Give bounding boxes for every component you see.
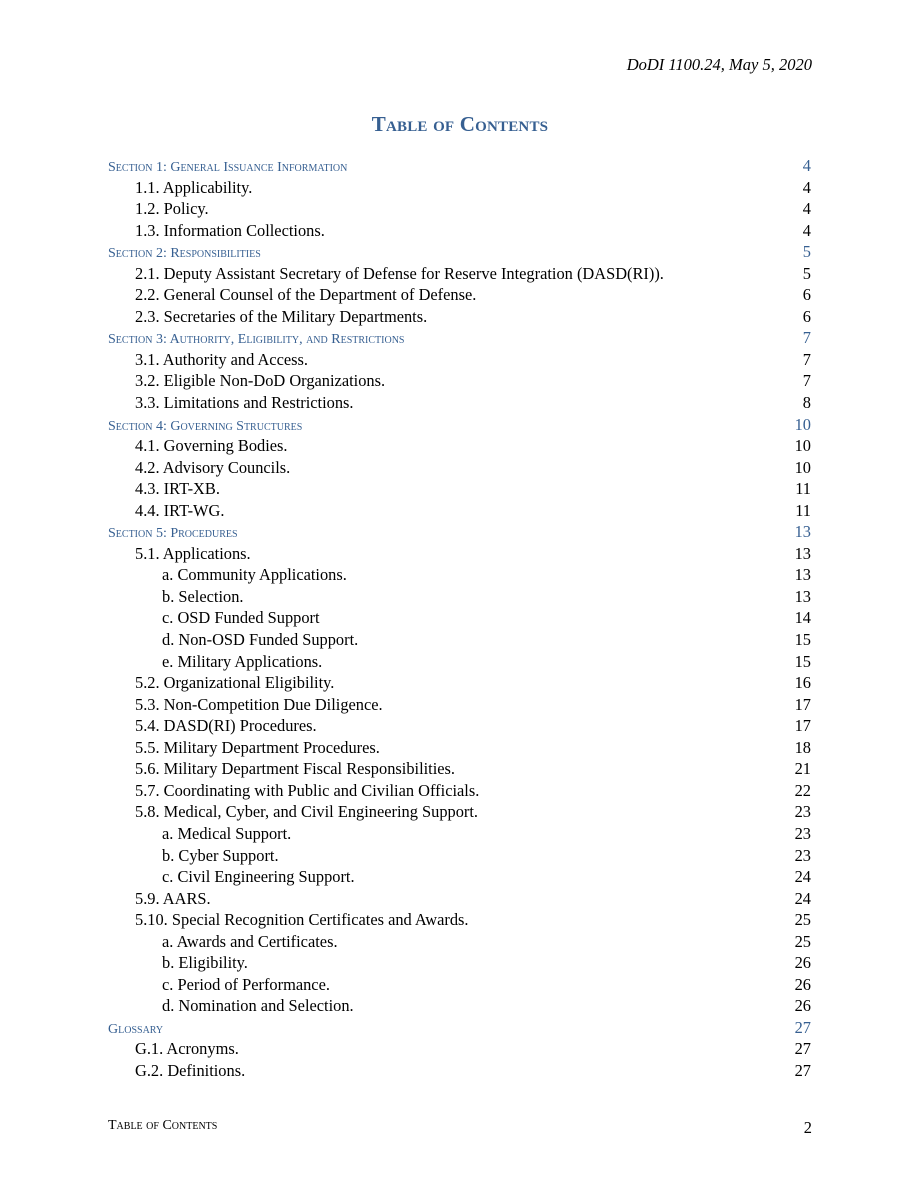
toc-entry[interactable]	[108, 263, 811, 285]
toc-entry[interactable]	[108, 758, 811, 780]
toc-entry-page-number: 11	[795, 500, 811, 520]
toc-entry[interactable]	[108, 866, 811, 888]
toc-entry[interactable]	[108, 974, 811, 996]
toc-entry-page-number: 23	[794, 802, 811, 822]
toc-entry[interactable]	[108, 888, 811, 910]
toc-entry-page-number: 6	[802, 285, 811, 305]
toc-entry-label: Section 3: Authority, Eligibility, and Restrictions	[108, 332, 405, 348]
toc-entry-label: 1.2. Policy.	[135, 199, 209, 219]
toc-entry[interactable]	[108, 457, 811, 479]
toc-entry[interactable]	[108, 370, 811, 392]
toc-entry[interactable]	[108, 780, 811, 802]
toc-entry-label: 5.1. Applications.	[135, 543, 251, 563]
toc-section-entry[interactable]	[108, 521, 811, 543]
toc-entry-page-number: 4	[802, 199, 811, 219]
toc-entry-page-number: 24	[794, 888, 811, 908]
toc-entry-label: c. Civil Engineering Support.	[162, 867, 355, 887]
table-of-contents	[108, 155, 811, 1082]
toc-entry-page-number: 27	[794, 1039, 811, 1059]
toc-entry[interactable]	[108, 543, 811, 565]
toc-entry-label: b. Selection.	[162, 586, 244, 606]
toc-entry[interactable]	[108, 177, 811, 199]
toc-entry[interactable]	[108, 349, 811, 371]
toc-entry-label: b. Eligibility.	[162, 953, 248, 973]
toc-entry-page-number: 13	[794, 543, 811, 563]
toc-entry-label: Glossary	[108, 1021, 164, 1037]
toc-entry-label: 5.6. Military Department Fiscal Responsibilities.	[135, 759, 456, 779]
toc-entry-page-number: 7	[802, 328, 811, 348]
toc-entry[interactable]	[108, 500, 811, 522]
toc-entry-label: 2.3. Secretaries of the Military Departments.	[135, 306, 428, 326]
toc-entry-page-number: 8	[802, 393, 811, 413]
toc-entry-label: 5.8. Medical, Cyber, and Civil Engineering Support.	[135, 802, 479, 822]
toc-entry-label: c. OSD Funded Support	[162, 608, 320, 628]
document-reference: DoDI 1100.24, May 5, 2020	[626, 55, 812, 74]
toc-entry-page-number: 5	[802, 242, 811, 262]
toc-entry-page-number: 18	[794, 737, 811, 757]
toc-entry-page-number: 21	[794, 759, 811, 779]
toc-entry-label: 5.10. Special Recognition Certificates and Awards.	[135, 910, 469, 930]
toc-entry-page-number: 15	[794, 630, 811, 650]
toc-entry-page-number: 26	[794, 974, 811, 994]
toc-entry-page-number: 26	[794, 953, 811, 973]
toc-section-entry[interactable]	[108, 327, 811, 349]
toc-entry-page-number: 16	[794, 673, 811, 693]
toc-entry-page-number: 4	[802, 156, 811, 175]
footer-page-number: 2	[803, 1118, 812, 1137]
footer-section-label: Table of Contents	[108, 1118, 218, 1133]
toc-entry[interactable]	[108, 995, 811, 1017]
toc-entry[interactable]	[108, 845, 811, 867]
toc-entry[interactable]	[108, 607, 811, 629]
toc-entry-label: 5.9. AARS.	[135, 888, 211, 908]
toc-entry-label: 5.3. Non-Competition Due Diligence.	[135, 694, 383, 714]
toc-entry-label: 5.4. DASD(RI) Procedures.	[135, 716, 317, 736]
toc-entry-page-number: 24	[794, 867, 811, 887]
toc-entry-page-number: 10	[794, 414, 811, 434]
toc-entry[interactable]	[108, 737, 811, 759]
toc-entry-page-number: 26	[794, 996, 811, 1016]
toc-entry[interactable]	[108, 931, 811, 953]
toc-entry-label: 1.1. Applicability.	[135, 177, 253, 197]
toc-entry-label: 2.1. Deputy Assistant Secretary of Defense for Reserve Integration (DASD(RI)).	[135, 263, 664, 283]
toc-entry-page-number: 17	[794, 716, 811, 736]
toc-entry-page-number: 27	[794, 1017, 811, 1037]
toc-entry-label: b. Cyber Support.	[162, 845, 279, 865]
toc-entry-label: 3.2. Eligible Non-DoD Organizations.	[135, 371, 386, 391]
toc-entry[interactable]	[108, 651, 811, 673]
toc-entry-label: 5.5. Military Department Procedures.	[135, 737, 380, 757]
toc-entry-page-number: 25	[794, 931, 811, 951]
toc-entry-page-number: 4	[802, 220, 811, 240]
toc-entry-label: G.1. Acronyms.	[135, 1039, 239, 1059]
toc-entry[interactable]	[108, 1060, 811, 1082]
toc-entry-label: c. Period of Performance.	[162, 974, 330, 994]
toc-entry-page-number: 10	[794, 436, 811, 456]
toc-entry-label: Section 4: Governing Structures	[108, 418, 303, 434]
toc-entry-page-number: 6	[802, 306, 811, 326]
toc-entry-page-number: 7	[802, 371, 811, 391]
toc-entry[interactable]	[108, 694, 811, 716]
toc-entry-page-number: 22	[794, 780, 811, 800]
toc-entry-page-number: 4	[802, 177, 811, 197]
toc-entry-page-number: 10	[794, 457, 811, 477]
toc-section-entry[interactable]	[108, 155, 811, 177]
toc-entry-label: 5.7. Coordinating with Public and Civilian Officials.	[135, 780, 480, 800]
toc-entry-page-number: 11	[795, 479, 811, 499]
toc-entry-label: e. Military Applications.	[162, 651, 323, 671]
toc-entry-label: d. Non-OSD Funded Support.	[162, 630, 359, 650]
toc-entry-label: 4.3. IRT-XB.	[135, 479, 220, 499]
toc-entry-page-number: 7	[802, 349, 811, 369]
toc-entry[interactable]	[108, 392, 811, 414]
toc-entry-label: a. Medical Support.	[162, 823, 292, 843]
toc-entry-page-number: 13	[794, 522, 811, 542]
toc-entry[interactable]	[108, 564, 811, 586]
toc-entry[interactable]	[108, 823, 811, 845]
toc-entry-page-number: 23	[794, 823, 811, 843]
toc-entry[interactable]	[108, 220, 811, 242]
page-title: Table of Contents	[371, 112, 549, 136]
toc-entry-label: 4.1. Governing Bodies.	[135, 436, 288, 456]
toc-entry[interactable]	[108, 801, 811, 823]
toc-entry[interactable]	[108, 586, 811, 608]
toc-entry[interactable]	[108, 1038, 811, 1060]
toc-entry-label: Section 5: Procedures	[108, 526, 238, 542]
toc-entry-page-number: 17	[794, 694, 811, 714]
toc-entry-page-number: 15	[794, 651, 811, 671]
toc-entry[interactable]	[108, 952, 811, 974]
toc-entry-page-number: 27	[794, 1060, 811, 1080]
toc-entry[interactable]	[108, 629, 811, 651]
toc-entry-page-number: 25	[794, 910, 811, 930]
toc-entry-label: a. Awards and Certificates.	[162, 931, 338, 951]
toc-entry-label: d. Nomination and Selection.	[162, 996, 354, 1016]
toc-entry-page-number: 5	[802, 263, 811, 283]
toc-entry-label: 4.4. IRT-WG.	[135, 500, 225, 520]
toc-entry-page-number: 13	[794, 586, 811, 606]
toc-entry[interactable]	[108, 198, 811, 220]
toc-section-entry[interactable]	[108, 414, 811, 436]
toc-entry-label: 4.2. Advisory Councils.	[135, 457, 291, 477]
toc-entry-label: 1.3. Information Collections.	[135, 220, 325, 240]
toc-section-entry[interactable]	[108, 241, 811, 263]
toc-entry[interactable]	[108, 715, 811, 737]
toc-entry[interactable]	[108, 284, 811, 306]
toc-entry-label: 5.2. Organizational Eligibility.	[135, 673, 335, 693]
toc-entry-page-number: 23	[794, 845, 811, 865]
toc-entry[interactable]	[108, 435, 811, 457]
toc-entry[interactable]	[108, 672, 811, 694]
toc-entry-page-number: 13	[794, 565, 811, 585]
toc-entry[interactable]	[108, 909, 811, 931]
toc-entry-label: 2.2. General Counsel of the Department of Defense.	[135, 285, 477, 305]
toc-entry-label: a. Community Applications.	[162, 565, 347, 585]
toc-section-entry[interactable]	[108, 1017, 811, 1039]
toc-entry-label: Section 2: Responsibilities	[108, 246, 261, 262]
toc-entry-label: G.2. Definitions.	[135, 1060, 246, 1080]
toc-entry[interactable]	[108, 306, 811, 328]
toc-entry-label: 3.1. Authority and Access.	[135, 349, 308, 369]
toc-entry-page-number: 14	[794, 608, 811, 628]
toc-entry-label: 3.3. Limitations and Restrictions.	[135, 393, 354, 413]
toc-entry-label: Section 1: General Issuance Information	[108, 160, 348, 175]
toc-entry[interactable]	[108, 478, 811, 500]
